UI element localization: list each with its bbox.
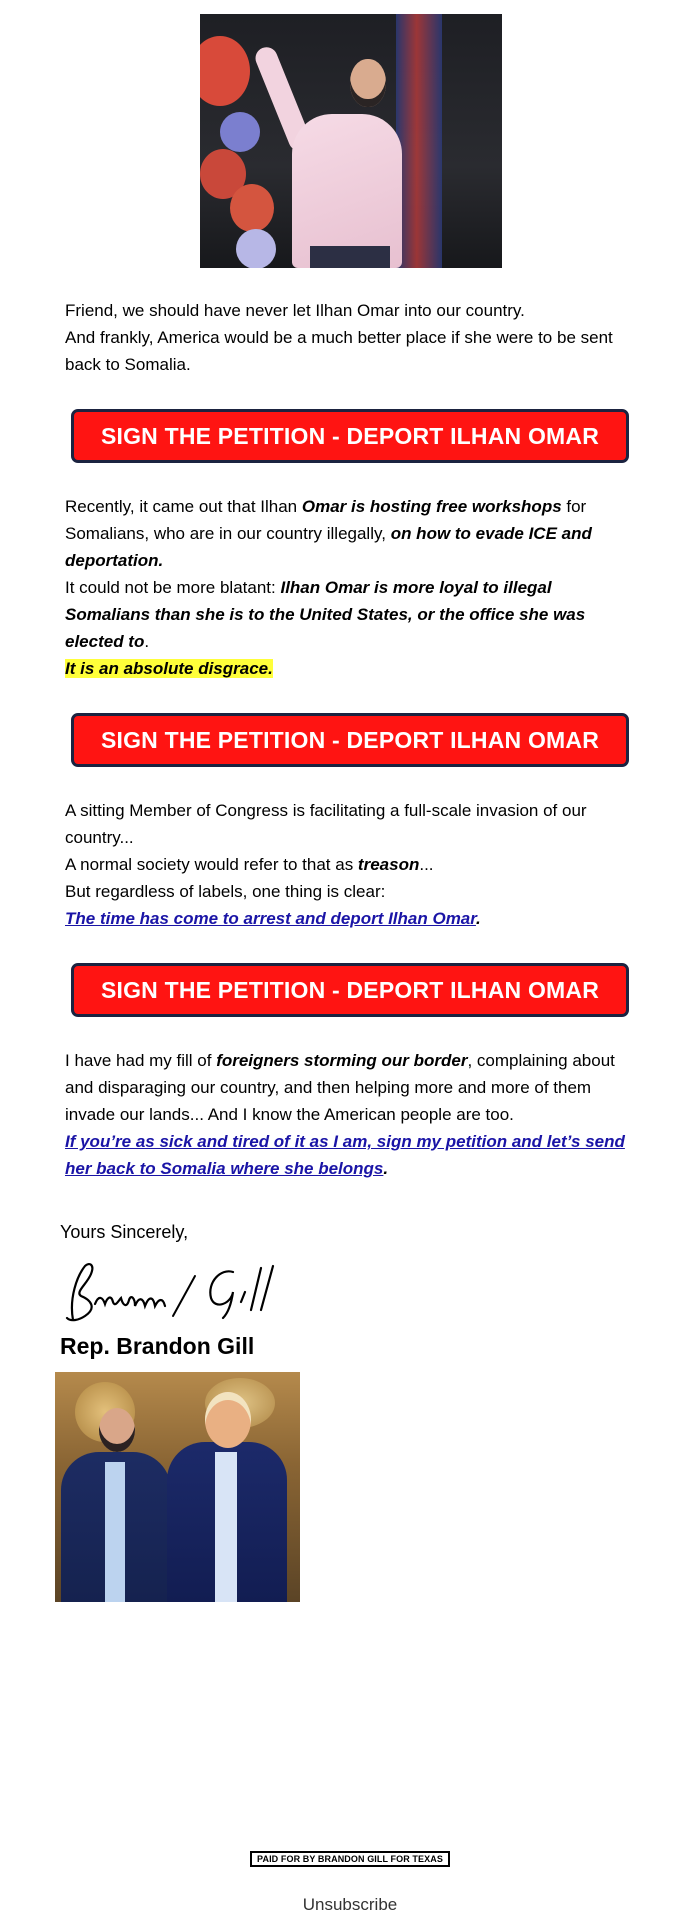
p3-emphasis-c: treason: [357, 855, 420, 874]
hero-photo: [200, 14, 502, 268]
p2-emphasis-b: Omar is hosting free workshops: [301, 497, 562, 516]
unsubscribe-link[interactable]: Unsubscribe: [302, 1895, 398, 1914]
intro-line-1: Friend, we should have never let Ilhan Omar into our country.: [65, 301, 525, 320]
intro-line-2: And frankly, America would be a much better place if she were to be sent back to Somalia.: [65, 328, 613, 374]
p3-text-d: ...: [419, 855, 434, 874]
p3-text-e: But regardless of labels, one thing is clear:: [65, 882, 386, 901]
signer-name: Rep. Brandon Gill: [60, 1333, 255, 1359]
p2-emphasis-f: Ilhan Omar is more loyal to illegal Somalians than she is to the United States, or the office she was elected to: [65, 578, 586, 651]
sign-petition-button-1[interactable]: SIGN THE PETITION - DEPORT ILHAN OMAR: [71, 409, 629, 463]
p2-text-g: .: [144, 632, 150, 651]
signature-image: [55, 1258, 285, 1328]
p2-text-a: Recently, it came out that Ilhan: [65, 497, 302, 516]
p4-text-c: , complaining about and disparaging our country, and then helping more and more of them invade our lands... And I know the American people are too.: [65, 1051, 615, 1124]
workshop-paragraph: [65, 493, 640, 682]
p3-text-b: A normal society would refer to that as: [65, 855, 358, 874]
p4-emphasis-b: foreigners storming our border: [216, 1051, 468, 1070]
sign-petition-button-3[interactable]: SIGN THE PETITION - DEPORT ILHAN OMAR: [71, 963, 629, 1017]
p4-text-e: .: [383, 1159, 389, 1178]
p4-text-a: I have had my fill of: [65, 1051, 217, 1070]
salutation: Yours Sincerely,: [60, 1222, 189, 1242]
arrest-deport-link[interactable]: The time has come to arrest and deport Ilhan Omar: [65, 909, 476, 928]
p3-text-a: A sitting Member of Congress is facilitating a full-scale invasion of our country...: [65, 801, 587, 847]
intro-paragraph: [65, 297, 640, 378]
paid-for-disclaimer: PAID FOR BY BRANDON GILL FOR TEXAS: [250, 1851, 450, 1867]
highlighted-disgrace: It is an absolute disgrace.: [65, 659, 273, 678]
sign-petition-link[interactable]: If you’re as sick and tired of it as I am, sign my petition and let’s send her back to Somalia where she belongs: [65, 1132, 625, 1178]
sign-petition-button-2[interactable]: SIGN THE PETITION - DEPORT ILHAN OMAR: [71, 713, 629, 767]
p3-text-g: .: [475, 909, 481, 928]
p2-text-c: for Somalians, who are in our country illegally,: [65, 497, 587, 543]
closing-photo: [55, 1372, 300, 1602]
p2-text-e: It could not be more blatant:: [65, 578, 281, 597]
p2-emphasis-d: on how to evade ICE and deportation.: [65, 524, 592, 570]
treason-paragraph: [65, 797, 640, 932]
border-paragraph: [65, 1047, 640, 1182]
